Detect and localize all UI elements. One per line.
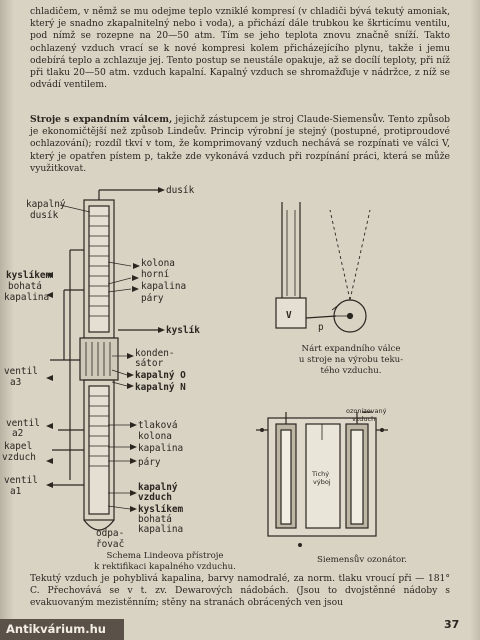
label-piston-p: p [318,322,324,333]
label-kondensator-1: konden- [135,348,175,359]
label-pary-2: páry [138,457,161,468]
figure-1-caption-line-1: Schema Lindeova přístroje [106,551,224,561]
figure-3-caption: Siemensův ozonátor. [316,555,408,565]
label-ozon-vzduch: vzduch [352,415,376,423]
label-kolona-horni-2: horní [141,269,170,280]
figure-2-caption-line-2: u stroje na výrobu teku- [298,355,404,365]
label-kyslik: kyslík [166,325,200,336]
label-tlakova-2: kolona [138,431,172,442]
label-odparovac-2: řovač [96,539,125,550]
label-odparovac-1: odpa- [96,528,125,539]
label-kapalny-vzduch-2: vzduch [138,492,172,503]
label-kapalny-o: kapalný O [135,370,186,381]
label-dusik: dusík [166,185,195,196]
label-kapel-1: kapel [4,441,33,452]
label-cylinder-v: V [286,310,292,321]
label-tichy-1: Tichý [312,470,330,478]
label-pary-1: páry [141,293,164,304]
label-kapalny-vzduch-1: kapalný [138,482,178,493]
label-ventil-a3-2: a3 [10,377,22,388]
label-kondensator-2: sátor [135,358,164,369]
label-kapalina-1: kapalina [141,281,187,292]
figure-2-caption-line-3: tého vzduchu. [320,366,382,376]
paragraph-3: Tekutý vzduch je pohyblivá kapalina, barvy namodralé, za norm. tlaku vroucí při — 181° C. Přechovává se v t. zv. Dewarových nádobách. (Jsou to dvojstěnné nádoby s evakuovaným mezistěnním; stěny na stranách obrácených ven jsou [30,573,450,609]
figure-2-caption-line-1: Nárt expandního válce [301,344,401,354]
label-ozonizovany: ozonizovaný [346,407,387,415]
label-ventil-a1-2: a1 [10,486,22,497]
label-kyslikem-1: kyslíkem [6,270,52,281]
label-kyslikem-bohata-1: kyslíkem [138,504,184,515]
label-kyslikem-3: kapalina [4,292,50,303]
watermark: Antikvárium.hu [0,619,124,640]
label-ventil-a2-2: a2 [12,428,24,439]
figure-2-caption [286,344,416,377]
label-kyslikem-2: bohatá [8,281,42,292]
label-tichy-2: výboj [313,478,331,486]
label-kapalny-dusik-1: kapalný [26,199,66,210]
page-number: 37 [444,618,460,631]
label-tlakova-1: tlaková [138,420,178,431]
label-kyslikem-bohata-3: kapalina [138,524,184,535]
label-kyslikem-bohata-2: bohatá [138,514,172,525]
label-kolona-horni-1: kolona [141,258,175,269]
paragraph-2-lead: Stroje s expandním válcem, [30,114,173,125]
label-kapalina-2: kapalina [138,443,184,454]
label-ventil-a3-1: ventil [4,366,38,377]
paragraph-2-body: jejichž zástupcem je stroj Claude-Siemensův. Tento způsob je ekonomičtější než způsob Lindeův. Princip výrobní je stejný (postupné, protiproudové ochlazování); rozdíl tkví v tom, že komprimovaný vzduch nechává se rozpínati ve válci V, který je opatřen pístem p, takže zde vykonává vzduch při rozpínání práci, která se může využitkovat. [30,114,451,174]
label-kapalny-dusik-2: dusík [30,210,59,221]
paragraph-1: chladičem, v němž se mu odejme teplo vzniklé kompresí (v chladiči bývá tekutý amoniak, který je snadno zkapalnitelný nebo i voda), a přichází dále trubkou ke škrticímu ventilu, pod nímž se rozepne na 20—50 atm. Tím se jeho teplota znovu značně sníží. Takto ochlazený vzduch vrací se k nové kompresi kolem přicházejícího plynu, takže i jemu odebírá teplo a zchlazuje jej. Tento postup se neustále opakuje, až se docílí teploty, při níž při tlaku 20—50 atm. vzduch kapalní. Kapalný vzduch se shromažďuje v nádržce, z níž se odvádí ventilem. [30,6,450,91]
label-ventil-a2-1: ventil [6,418,40,429]
figure-1-caption-line-2: k rektifikaci kapalného vzduchu. [94,562,236,572]
label-kapel-2: vzduch [2,452,36,463]
figure-1-caption [70,551,260,573]
label-kapalny-n: kapalný N [135,382,186,393]
label-ventil-a1-1: ventil [4,475,38,486]
